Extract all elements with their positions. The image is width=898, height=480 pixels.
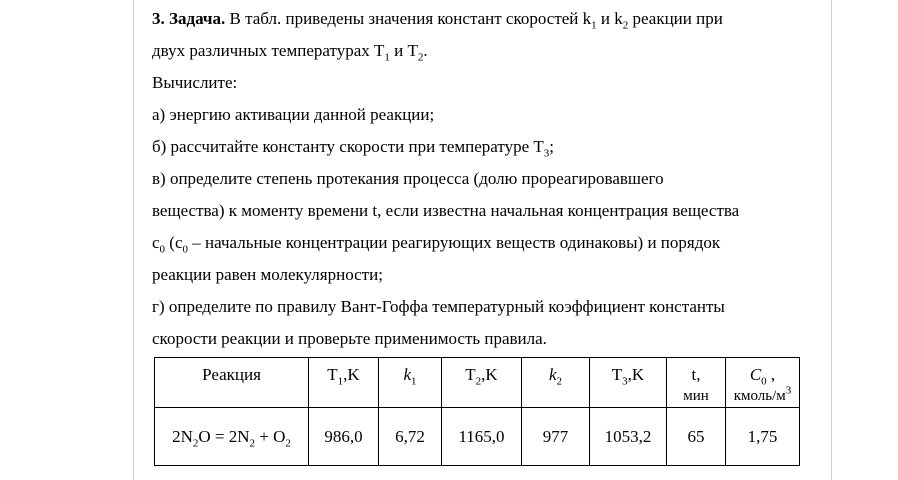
header-reaction: Реакция (155, 358, 309, 408)
header-time: t, мин (667, 358, 726, 408)
table-row (155, 408, 800, 466)
cell-t1: 986,0 (309, 408, 379, 466)
header-t2: $T_2,K$ (442, 358, 522, 408)
task-item-c-line-3: $c_0$ ($c_0$ – начальные концентрации реагирующих веществ одинаковы) и порядок (152, 233, 721, 256)
header-t3: $T_3,K$ (590, 358, 667, 408)
header-t1: $T_1,K$ (309, 358, 379, 408)
task-item-b: б) рассчитайте константу скорости при температуре $T_3$; (152, 137, 555, 160)
cell-c0: 1,75 (726, 408, 800, 466)
page-margin-line-left (133, 0, 134, 480)
cell-reaction: $2N_2O = 2N_2 + O_2$ (155, 408, 309, 466)
table-header-row (155, 358, 800, 408)
header-k1: $k_1$ (379, 358, 442, 408)
task-line-2: двух различных температурах $T_1$ и $T_2$. (152, 41, 428, 64)
data-table (154, 357, 800, 466)
cell-k1: 6,72 (379, 408, 442, 466)
cell-t2: 1165,0 (442, 408, 522, 466)
task-item-d-line-1: г) определите по правилу Вант-Гоффа температурный коэффициент константы (152, 297, 725, 316)
page-margin-line-right (831, 0, 832, 480)
task-item-c-line-1: в) определите степень протекания процесса (долю прореагировавшего (152, 169, 664, 188)
task-item-c-line-4: реакции равен молекулярности; (152, 265, 383, 284)
header-k2: $k_2$ (522, 358, 590, 408)
task-line-3: Вычислите: (152, 73, 238, 92)
header-c0: $C_0$ , кмоль/$м^3$ (726, 358, 800, 408)
task-line-1: 3. Задача. В табл. приведены значения констант скоростей $k_1$ и $k_2$ реакции при (152, 9, 723, 32)
cell-t3: 1053,2 (590, 408, 667, 466)
task-item-d-line-2: скорости реакции и проверьте применимость правила. (152, 329, 547, 348)
cell-time: 65 (667, 408, 726, 466)
task-item-c-line-2: вещества) к моменту времени t, если известна начальная концентрация вещества (152, 201, 740, 220)
cell-k2: 977 (522, 408, 590, 466)
task-number: 3. Задача. (152, 9, 226, 28)
task-item-a: а) энергию активации данной реакции; (152, 105, 435, 124)
